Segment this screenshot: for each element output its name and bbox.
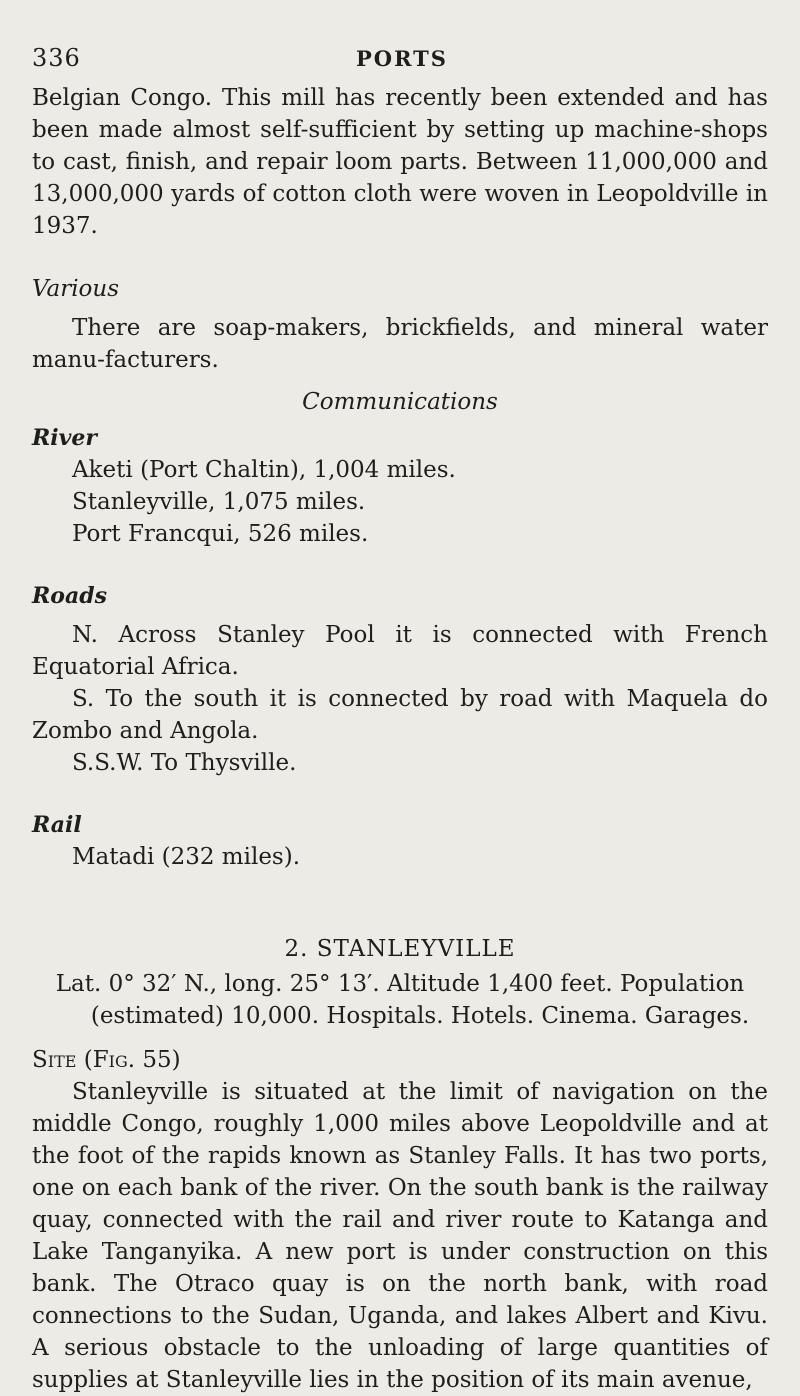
running-head: PORTS	[356, 46, 448, 71]
heading-river: River	[32, 425, 98, 451]
heading-rail: Rail	[32, 812, 82, 838]
page-number: 336	[32, 44, 81, 72]
roads-item-north: N. Across Stanley Pool it is connected with French Equatorial Africa.	[32, 622, 768, 680]
various-paragraph: There are soap-makers, brickfields, and mineral water manu-facturers.	[32, 315, 768, 373]
site-paragraph: Stanleyville is situated at the limit of navigation on the middle Congo, roughly 1,000 miles above Leopoldville and at the foot of the rapids known as Stanley Falls. It has two ports, one on each bank of the river. On the south bank is the railway quay, connected with the rail and river route to Katanga and Lake Tanganyika. A new port is under construction on this bank. The Otraco quay is on the north bank, with road connections to the Sudan, Uganda, and lakes Albert and Kivu. A serious obstacle to the unloading of large quantities of supplies at Stanleyville lies in the position of its main avenue,	[32, 1079, 768, 1393]
section-title-stanleyville: 2. STANLEYVILLE	[284, 936, 516, 962]
river-item-aketi: Aketi (Port Chaltin), 1,004 miles.	[72, 457, 456, 483]
stanleyville-stats: Lat. 0° 32′ N., long. 25° 13′. Altitude 1,400 feet. Population (estimated) 10,000. Hospitals. Hotels. Cinema. Garages.	[55, 971, 750, 1029]
intro-paragraph: Belgian Congo. This mill has recently been extended and has been made almost self-sufficient by setting up machine-shops to cast, finish, and repair loom parts. Between 11,000,000 and 13,000,000 yards of cotton cloth were woven in Leopoldville in 1937.	[32, 85, 768, 239]
roads-item-south: S. To the south it is connected by road with Maquela do Zombo and Angola.	[32, 686, 768, 744]
heading-communications: Communications	[302, 389, 498, 415]
heading-site: Site (Fig. 55)	[32, 1047, 181, 1073]
heading-roads: Roads	[32, 583, 107, 609]
page-header	[32, 44, 772, 78]
rail-item-matadi: Matadi (232 miles).	[72, 844, 301, 870]
heading-various: Various	[32, 276, 120, 302]
river-item-stanleyville: Stanleyville, 1,075 miles.	[72, 489, 366, 515]
page-body	[32, 82, 768, 1396]
roads-item-ssw: S.S.W. To Thysville.	[72, 750, 297, 776]
river-item-port-francqui: Port Francqui, 526 miles.	[72, 521, 369, 547]
